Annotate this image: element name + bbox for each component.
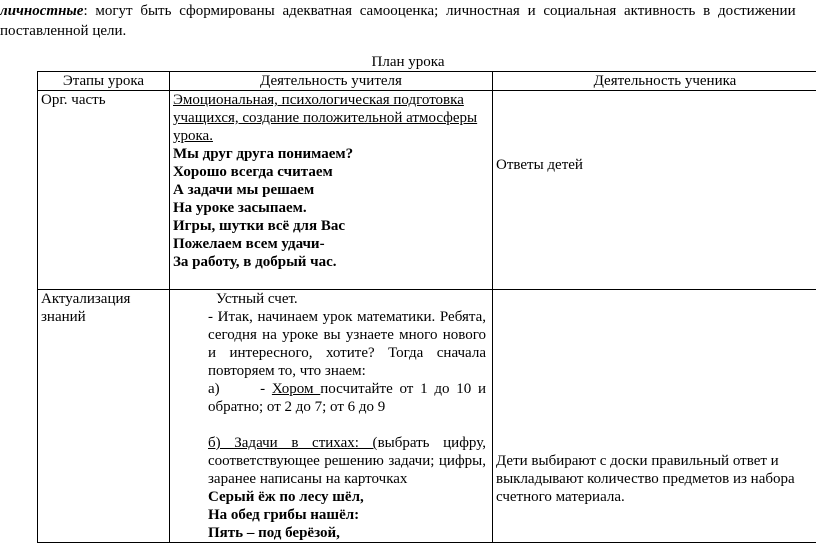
item-b-underlined: б) Задачи в стихах: (	[208, 435, 378, 451]
lesson-plan-table	[37, 71, 816, 543]
item-b-text: выбрать цифру, соответствующее решению задачи; цифры, заранее написаны на карточках	[208, 435, 486, 487]
student-activity: Ответы детей	[496, 157, 583, 173]
header-student: Деятельность ученика	[493, 72, 816, 91]
plan-title: План урока	[0, 53, 816, 71]
stage-label: Орг. часть	[41, 92, 106, 108]
poem-line: Мы друг друга понимаем?	[173, 145, 489, 163]
teacher-heading: Устный счет.	[216, 290, 486, 308]
poem-line: Хорошо всегда считаем	[173, 163, 489, 181]
table-row	[38, 91, 816, 290]
teacher-item-b	[208, 434, 486, 488]
teacher-paragraph: - Итак, начинаем урок математики. Ребята, сегодня на уроке вы узнаете много нового и интересного, хотите? Тогда сначала повторяем то, что знаем:	[208, 308, 486, 380]
table-row	[38, 290, 816, 543]
intro-line-2: поставленной цели.	[0, 22, 126, 40]
table-header-row	[38, 72, 816, 91]
intro-text-1: : могут быть сформированы адекватная самооценка; личностная и социальная активность в достижении	[83, 3, 795, 19]
teacher-item-a	[208, 380, 486, 416]
spacer	[208, 416, 486, 434]
poem-line: А задачи мы решаем	[173, 181, 489, 199]
poem-line: Серый ёж по лесу шёл,	[208, 488, 486, 506]
stage-label-line-1: Актуализация	[41, 290, 166, 308]
poem-line: За работу, в добрый час.	[173, 253, 489, 271]
poem-line: На уроке засыпаем.	[173, 199, 489, 217]
header-stages: Этапы урока	[38, 72, 170, 91]
item-a-underlined: Хором	[272, 381, 320, 397]
poem-line: Пожелаем всем удачи-	[173, 235, 489, 253]
student-activity: Дети выбирают с доски правильный ответ и выкладывают количество предметов из набора счетного материала.	[496, 453, 795, 505]
item-a-prefix: а) -	[208, 381, 272, 397]
teacher-cell	[170, 91, 493, 290]
stage-label-line-2: знаний	[41, 308, 166, 326]
student-cell	[493, 290, 816, 543]
intro-line-1	[0, 2, 796, 20]
poem-line: Игры, шутки всё для Вас	[173, 217, 489, 235]
stage-cell	[38, 290, 170, 543]
intro-label: личностные	[0, 3, 83, 19]
poem-line: На обед грибы нашёл:	[208, 506, 486, 524]
student-cell	[493, 91, 816, 290]
stage-cell	[38, 91, 170, 290]
item-a-text: посчитайте от 1 до 10 и обратно; от 2 до 7; от 6 до 9	[208, 381, 486, 415]
teacher-underlined-text: Эмоциональная, психологическая подготовка учащихся, создание положительной атмосферы урока.	[173, 91, 489, 145]
teacher-cell	[170, 290, 493, 543]
header-teacher: Деятельность учителя	[170, 72, 493, 91]
poem-line: Пять – под берёзой,	[208, 524, 486, 542]
